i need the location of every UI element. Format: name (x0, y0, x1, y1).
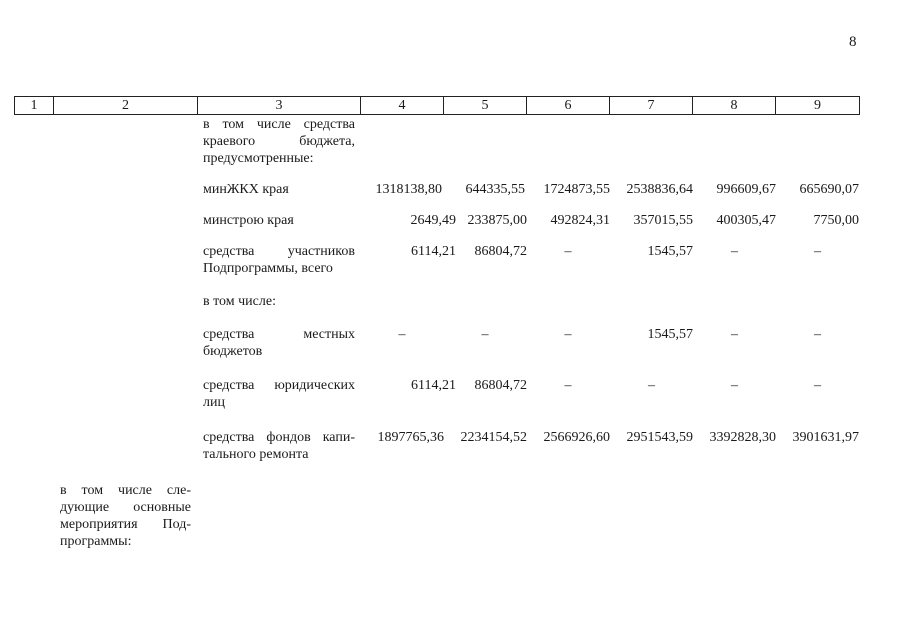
value-local-budgets-col6: – (564, 327, 572, 342)
row-label-participants: средства участников Подпрограммы, всего (203, 244, 355, 276)
value-capital-repair-col5: 2234154,52 (460, 430, 527, 445)
row-label-capital-repair-funds: средства фондов капитального ремонта (203, 430, 355, 462)
header-col-9: 9 (776, 97, 860, 115)
row-label-regional-budget: в том числе средства краевого бюджета, предусмотренные: (203, 117, 355, 166)
header-col-5: 5 (444, 97, 527, 115)
value-local-budgets-col9: – (814, 327, 821, 342)
value-participants-col7: 1545,57 (647, 244, 693, 259)
value-legal-entities-col9: – (814, 378, 821, 393)
header-col-1: 1 (15, 97, 54, 115)
value-legal-entities-col4: 6114,21 (411, 378, 456, 393)
value-minzhkh-col6: 1724873,55 (543, 182, 610, 197)
value-minzhkh-col4: 1318138,80 (375, 182, 442, 197)
value-local-budgets-col4: – (398, 327, 406, 342)
header-col-2: 2 (54, 97, 198, 115)
value-minzhkh-col5: 644335,55 (465, 182, 525, 197)
value-minstroy-col8: 400305,47 (716, 213, 776, 228)
value-participants-col9: – (814, 244, 821, 259)
row-label-minstroy: минстрою края (203, 213, 294, 228)
value-local-budgets-col8: – (731, 327, 738, 342)
header-col-4: 4 (361, 97, 444, 115)
row-label-minzhkh: минЖКХ края (203, 182, 289, 197)
row-label-including: в том числе: (203, 294, 276, 309)
value-capital-repair-col9: 3901631,97 (792, 430, 859, 445)
value-participants-col4: 6114,21 (411, 244, 456, 259)
value-participants-col8: – (731, 244, 738, 259)
header-col-8: 8 (693, 97, 776, 115)
value-minzhkh-col7: 2538836,64 (626, 182, 693, 197)
value-participants-col5: 86804,72 (474, 244, 527, 259)
value-minstroy-col6: 492824,31 (550, 213, 610, 228)
value-participants-col6: – (564, 244, 572, 259)
value-capital-repair-col6: 2566926,60 (543, 430, 610, 445)
value-minzhkh-col8: 996609,67 (716, 182, 776, 197)
value-minstroy-col5: 233875,00 (467, 213, 527, 228)
main-activities-label: в том числе следующие основные мероприятия Подпрограммы: (60, 483, 191, 549)
header-col-7: 7 (610, 97, 693, 115)
value-local-budgets-col7: 1545,57 (647, 327, 693, 342)
value-minstroy-col4: 2649,49 (410, 213, 456, 228)
value-legal-entities-col6: – (564, 378, 572, 393)
header-col-6: 6 (527, 97, 610, 115)
row-label-local-budgets: средства местных бюджетов (203, 327, 355, 359)
column-number-header (14, 96, 860, 115)
row-label-legal-entities: средства юридических лиц (203, 378, 355, 410)
value-local-budgets-col5: – (481, 327, 489, 342)
header-col-3: 3 (198, 97, 361, 115)
value-minstroy-col9: 7750,00 (813, 213, 859, 228)
value-legal-entities-col5: 86804,72 (474, 378, 527, 393)
value-capital-repair-col4: 1897765,36 (377, 430, 444, 445)
value-minzhkh-col9: 665690,07 (799, 182, 859, 197)
value-legal-entities-col7: – (648, 378, 655, 393)
value-capital-repair-col8: 3392828,30 (709, 430, 776, 445)
value-capital-repair-col7: 2951543,59 (626, 430, 693, 445)
value-legal-entities-col8: – (731, 378, 738, 393)
page-number: 8 (849, 34, 857, 50)
value-minstroy-col7: 357015,55 (633, 213, 693, 228)
